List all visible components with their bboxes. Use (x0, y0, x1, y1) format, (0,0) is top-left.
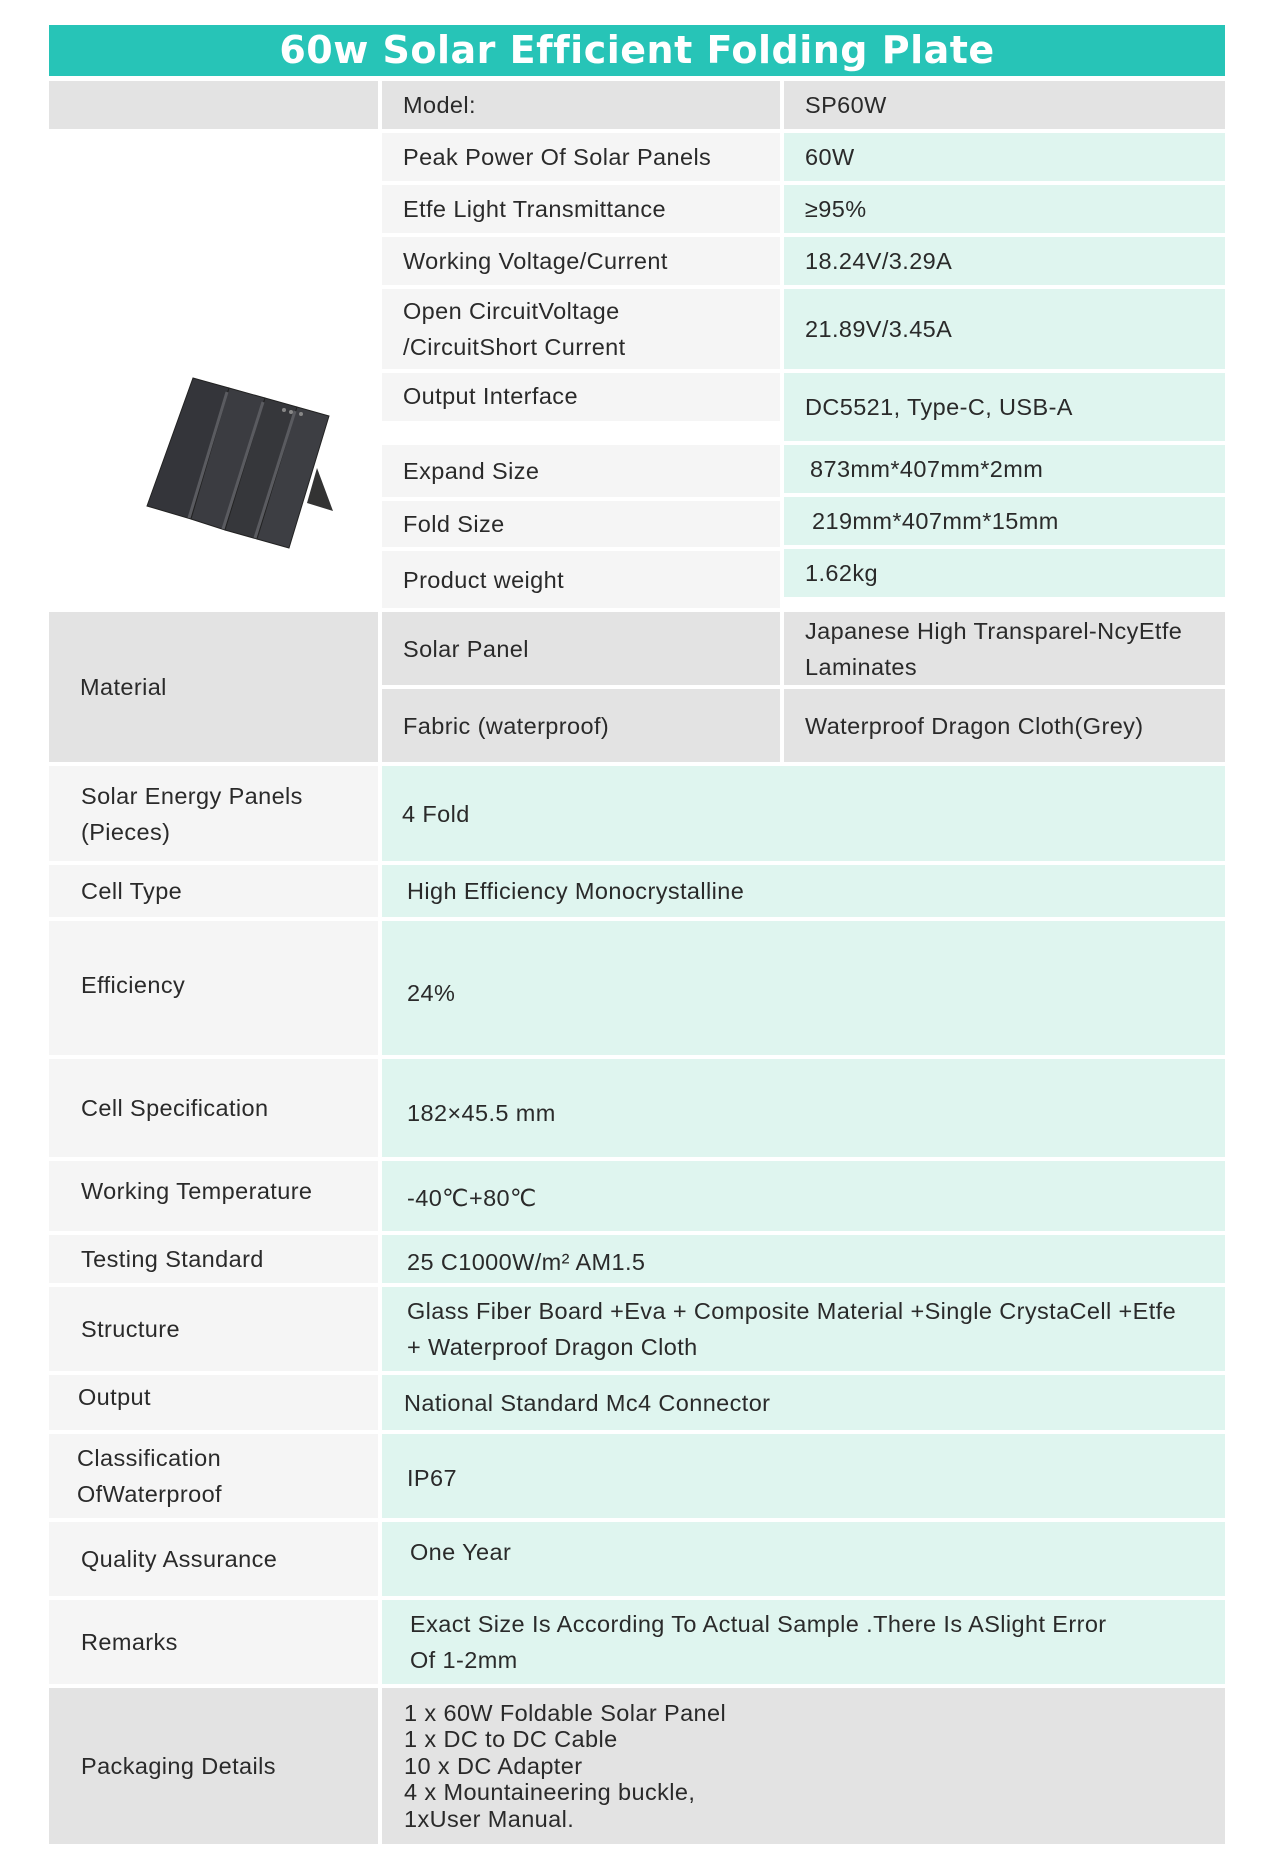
material-label: Material (49, 612, 378, 762)
packaging-item: 10 x DC Adapter (404, 1752, 583, 1779)
detail-value: 24% (382, 921, 1225, 1055)
spec-label: Output Interface (382, 373, 780, 421)
detail-value: IP67 (382, 1434, 1225, 1518)
detail-value: One Year (382, 1522, 1225, 1596)
spec-value: 873mm*407mm*2mm (784, 445, 1225, 493)
spec-value: ≥95% (784, 185, 1225, 233)
detail-label: Remarks (49, 1600, 378, 1684)
detail-label: Cell Type (49, 865, 378, 917)
detail-value: National Standard Mc4 Connector (382, 1375, 1225, 1430)
packaging-item: 1 x 60W Foldable Solar Panel (404, 1699, 727, 1726)
detail-value: 25 C1000W/m² AM1.5 (382, 1235, 1225, 1283)
spec-label: Fold Size (382, 501, 780, 547)
spec-label: Working Voltage/Current (382, 237, 780, 285)
material-row-value: Japanese High Transparel-NcyEtfe Laminates (784, 612, 1225, 685)
detail-value: Glass Fiber Board +Eva + Composite Material +Single CrystaCell +Etfe + Waterproof Dragon Cloth (382, 1287, 1225, 1371)
spec-label: Etfe Light Transmittance (382, 185, 780, 233)
packaging-item: 4 x Mountaineering buckle, (404, 1779, 696, 1806)
detail-label: Testing Standard (49, 1235, 378, 1283)
material-row-label: Fabric (waterproof) (382, 689, 780, 762)
spec-label: Peak Power Of Solar Panels (382, 133, 780, 181)
spec-label: Expand Size (382, 445, 780, 497)
detail-label: Structure (49, 1287, 378, 1371)
detail-label: Cell Specification (49, 1059, 378, 1157)
spec-value: SP60W (784, 81, 1225, 129)
spec-label: Open CircuitVoltage /CircuitShort Current (382, 289, 780, 369)
folding-solar-panel-image (119, 348, 389, 593)
material-row-label: Solar Panel (382, 612, 780, 685)
spec-value: 18.24V/3.29A (784, 237, 1225, 285)
spec-value: 60W (784, 133, 1225, 181)
material-row-value: Waterproof Dragon Cloth(Grey) (784, 689, 1225, 762)
packaging-item: 1 x DC to DC Cable (404, 1726, 618, 1753)
spec-value: 1.62kg (784, 549, 1225, 597)
detail-value: 4 Fold (382, 766, 1225, 861)
detail-label: Output (49, 1375, 378, 1430)
spec-label: Product weight (382, 551, 780, 608)
detail-label: Efficiency (49, 921, 378, 1055)
detail-label: Classification OfWaterproof (49, 1434, 378, 1518)
spec-label: Model: (382, 81, 780, 129)
detail-label: Quality Assurance (49, 1522, 378, 1596)
detail-value: Exact Size Is According To Actual Sample .There Is ASlight Error Of 1-2mm (382, 1600, 1225, 1684)
spec-value: DC5521, Type-C, USB-A (784, 373, 1225, 441)
spec-value: 21.89V/3.45A (784, 289, 1225, 369)
detail-value: 182×45.5 mm (382, 1059, 1225, 1157)
detail-value: High Efficiency Monocrystalline (382, 865, 1225, 917)
model-row-left-cell (49, 81, 378, 129)
packaging-list (382, 1688, 1225, 1844)
detail-label: Working Temperature (49, 1161, 378, 1231)
packaging-item: 1xUser Manual. (404, 1805, 575, 1832)
spec-value: 219mm*407mm*15mm (784, 497, 1225, 545)
detail-value: -40℃+80℃ (382, 1161, 1225, 1231)
packaging-label: Packaging Details (49, 1688, 378, 1844)
detail-label: Solar Energy Panels (Pieces) (49, 766, 378, 861)
page-title: 60w Solar Efficient Folding Plate (49, 25, 1225, 76)
product-image-cell (49, 133, 378, 608)
